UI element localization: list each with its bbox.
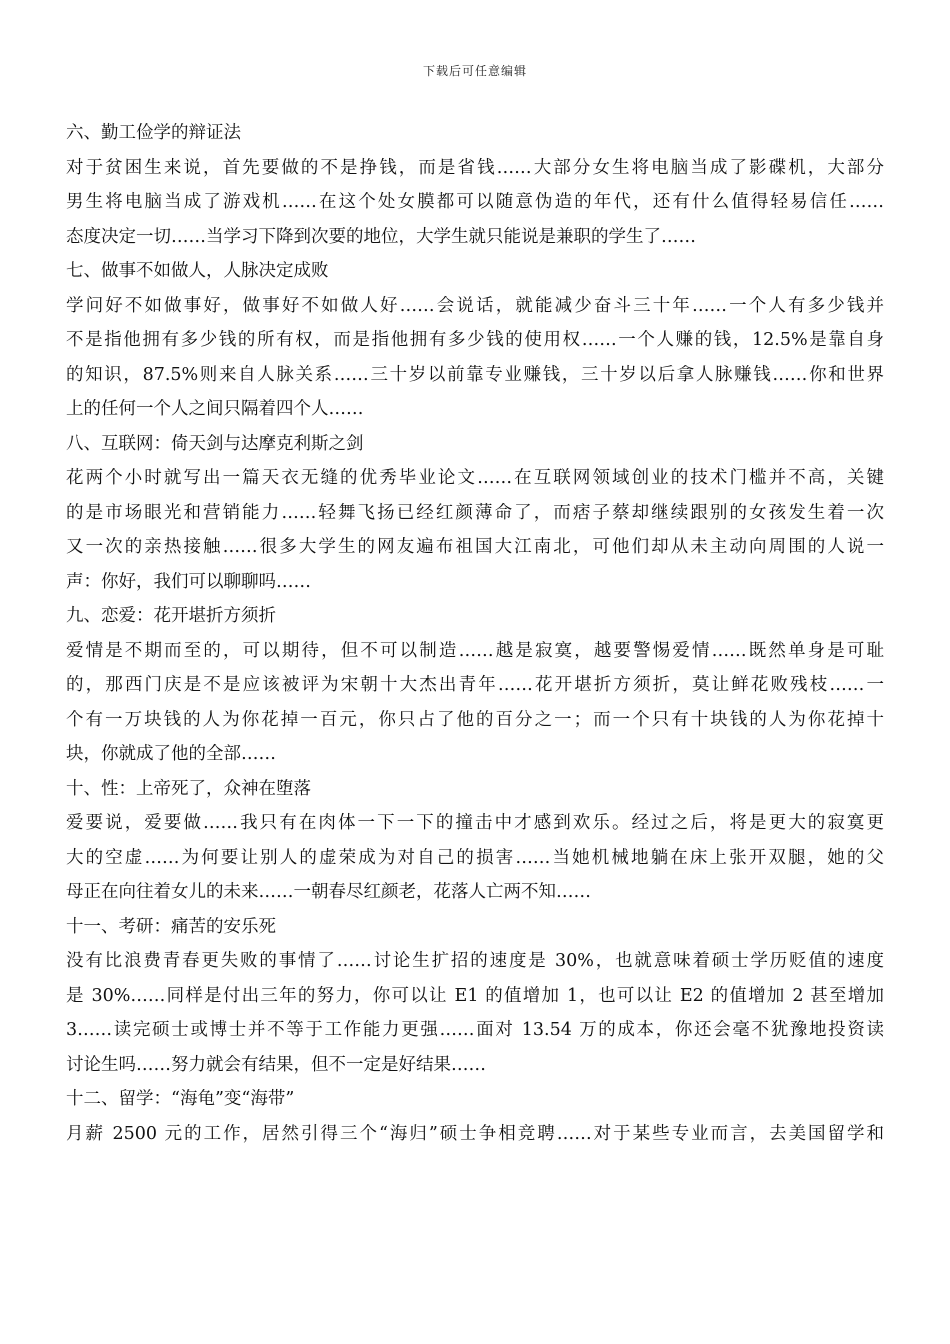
paragraph-line: 讨论生吗……努力就会有结果，但不一定是好结果…… — [66, 1054, 486, 1075]
paragraph-line: 态度决定一切……当学习下降到次要的地位，大学生就只能说是兼职的学生了…… — [66, 226, 696, 247]
section-heading: 十一、考研：痛苦的安乐死 — [66, 916, 276, 937]
paragraph-line: 月薪 2500 元的工作，居然引得三个“海归”硕士争相竞聘……对于某些专业而言，去美国留学和 — [66, 1123, 884, 1144]
section-heading: 十、性：上帝死了，众神在堕落 — [66, 778, 311, 799]
section-heading: 十二、留学：“海龟”变“海带” — [66, 1089, 295, 1109]
document-body — [66, 116, 884, 1151]
paragraph-line: 大的空虚……为何要让别人的虚荣成为对自己的损害……当她机械地躺在床上张开双腿，她的父 — [66, 847, 884, 868]
paragraph-line: 的知识，87.5%则来自人脉关系……三十岁以前靠专业赚钱，三十岁以后拿人脉赚钱……你和世界 — [66, 364, 884, 385]
paragraph-line: 3……读完硕士或博士并不等于工作能力更强……面对 13.54 万的成本，你还会毫不犹豫地投资读 — [66, 1020, 884, 1040]
paragraph-line: 个有一万块钱的人为你花掉一百元，你只占了他的百分之一；而一个只有十块钱的人为你花掉十 — [66, 709, 884, 730]
paragraph-line: 男生将电脑当成了游戏机……在这个处女膜都可以随意伪造的年代，还有什么值得轻易信任…… — [66, 192, 884, 212]
paragraph-line: 上的任何一个人之间只隔着四个人…… — [66, 399, 364, 419]
paragraph-line: 的是市场眼光和营销能力……轻舞飞扬已经红颜薄命了，而痞子蔡却继续跟别的女孩发生着一次 — [66, 502, 884, 523]
paragraph-line: 母正在向往着女儿的未来……一朝春尽红颜老，花落人亡两不知…… — [66, 882, 591, 902]
section-heading: 七、做事不如做人，人脉决定成败 — [66, 261, 329, 281]
paragraph-line: 的，那西门庆是不是应该被评为宋朝十大杰出青年……花开堪折方须折，莫让鲜花败残枝……一 — [66, 675, 884, 695]
paragraph-line: 花两个小时就写出一篇天衣无缝的优秀毕业论文……在互联网领域创业的技术门槛并不高，关键 — [66, 468, 884, 488]
paragraph-line: 声：你好，我们可以聊聊吗…… — [66, 571, 311, 592]
paragraph-line: 不是指他拥有多少钱的所有权，而是指他拥有多少钱的使用权……一个人赚的钱，12.5%是靠自身 — [66, 330, 884, 350]
paragraph-line: 又一次的亲热接触……很多大学生的网友遍布祖国大江南北，可他们却从未主动向周围的人说一 — [66, 537, 884, 557]
paragraph-line: 学问好不如做事好，做事好不如做人好……会说话，就能减少奋斗三十年……一个人有多少钱并 — [66, 295, 884, 316]
paragraph-line: 对于贫困生来说，首先要做的不是挣钱，而是省钱……大部分女生将电脑当成了影碟机，大部分 — [66, 157, 884, 178]
paragraph-line: 爱要说，爱要做……我只有在肉体一下一下的撞击中才感到欢乐。经过之后，将是更大的寂寞更 — [66, 813, 884, 833]
paragraph-line: 是 30%……同样是付出三年的努力，你可以让 E1 的值增加 1，也可以让 E2 的值增加 2 甚至增加 — [66, 985, 884, 1006]
paragraph-line: 爱情是不期而至的，可以期待，但不可以制造……越是寂寞，越要警惕爱情……既然单身是可耻 — [66, 640, 884, 661]
header-note: 下载后可任意编辑 — [422, 64, 527, 78]
paragraph-line: 块，你就成了他的全部…… — [66, 744, 276, 764]
section-heading: 六、勤工俭学的辩证法 — [66, 123, 241, 143]
section-heading: 九、恋爱：花开堪折方须折 — [66, 606, 276, 626]
section-heading: 八、互联网：倚天剑与达摩克利斯之剑 — [66, 433, 364, 454]
paragraph-line: 没有比浪费青春更失败的事情了……讨论生扩招的速度是 30%，也就意味着硕士学历贬值的速度 — [66, 951, 884, 971]
